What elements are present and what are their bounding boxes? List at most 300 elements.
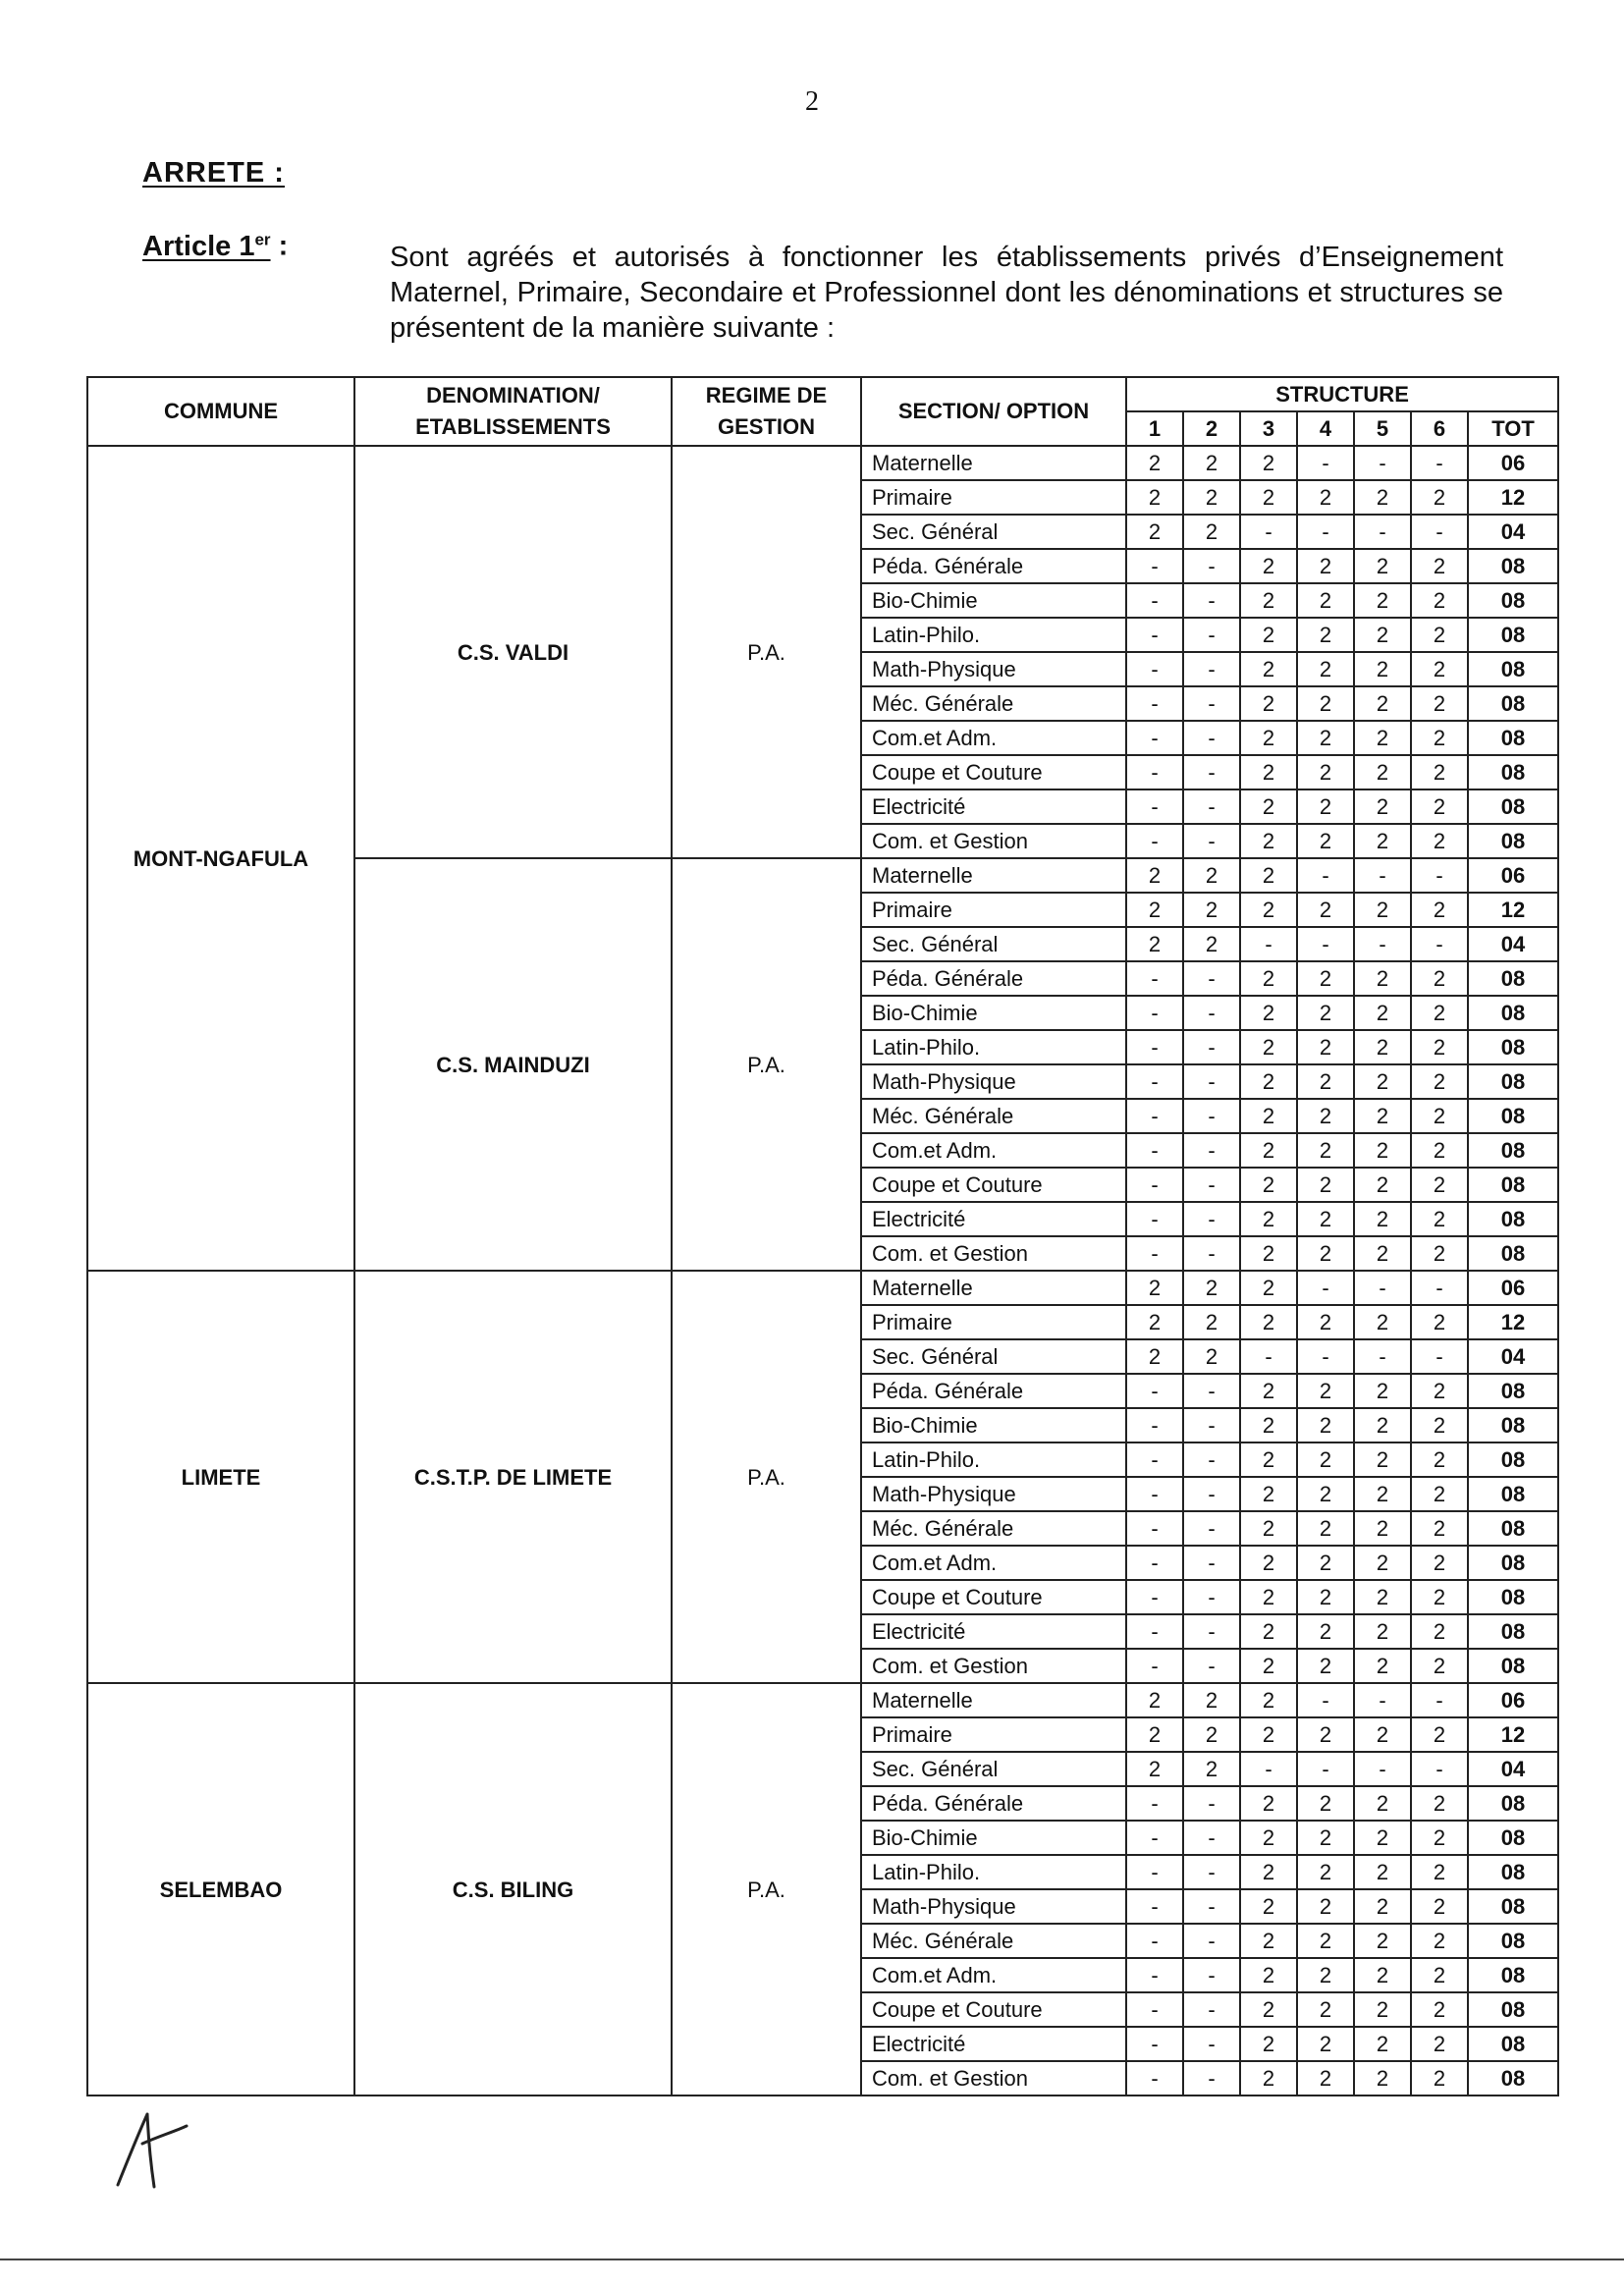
level-5-cell: - [1354, 858, 1411, 893]
level-4-cell: 2 [1297, 824, 1354, 858]
level-5-cell: 2 [1354, 1958, 1411, 1992]
level-5-cell: 2 [1354, 824, 1411, 858]
level-3-cell: 2 [1240, 1271, 1297, 1305]
level-1-cell: - [1126, 996, 1183, 1030]
level-2-cell: 2 [1183, 446, 1240, 480]
level-5-cell: 2 [1354, 583, 1411, 618]
level-6-cell: 2 [1411, 1030, 1468, 1064]
level-1-cell: - [1126, 1855, 1183, 1889]
section-cell: Math-Physique [861, 1889, 1126, 1924]
level-5-cell: 2 [1354, 755, 1411, 789]
level-2-cell: 2 [1183, 480, 1240, 515]
header-denomination: DENOMINATION/ ETABLISSEMENTS [354, 377, 672, 446]
level-2-cell: - [1183, 1442, 1240, 1477]
level-4-cell: 2 [1297, 686, 1354, 721]
level-4-cell: 2 [1297, 1408, 1354, 1442]
level-4-cell: 2 [1297, 583, 1354, 618]
section-cell: Latin-Philo. [861, 1030, 1126, 1064]
section-cell: Com.et Adm. [861, 721, 1126, 755]
level-5-cell: - [1354, 927, 1411, 961]
level-4-cell: - [1297, 1752, 1354, 1786]
level-3-cell: - [1240, 1752, 1297, 1786]
regime-cell: P.A. [672, 446, 861, 858]
section-cell: Maternelle [861, 1683, 1126, 1717]
level-1-cell: - [1126, 549, 1183, 583]
level-5-cell: 2 [1354, 652, 1411, 686]
level-2-cell: 2 [1183, 1271, 1240, 1305]
level-3-cell: 2 [1240, 549, 1297, 583]
level-5-cell: - [1354, 446, 1411, 480]
level-2-cell: - [1183, 1374, 1240, 1408]
level-6-cell: 2 [1411, 618, 1468, 652]
level-4-cell: 2 [1297, 1099, 1354, 1133]
level-6-cell: - [1411, 1339, 1468, 1374]
regime-cell: P.A. [672, 1683, 861, 2096]
section-cell: Com. et Gestion [861, 2061, 1126, 2096]
level-2-cell: - [1183, 1099, 1240, 1133]
level-1-cell: 2 [1126, 927, 1183, 961]
level-3-cell: 2 [1240, 1958, 1297, 1992]
level-2-cell: - [1183, 1030, 1240, 1064]
level-3-cell: 2 [1240, 721, 1297, 755]
level-4-cell: 2 [1297, 1546, 1354, 1580]
tot-cell: 08 [1468, 1099, 1558, 1133]
table-header [87, 377, 1558, 446]
tot-cell: 08 [1468, 1168, 1558, 1202]
level-2-cell: - [1183, 1855, 1240, 1889]
level-5-cell: 2 [1354, 893, 1411, 927]
level-4-cell: 2 [1297, 1305, 1354, 1339]
level-6-cell: 2 [1411, 1511, 1468, 1546]
section-cell: Primaire [861, 1717, 1126, 1752]
level-1-cell: - [1126, 1786, 1183, 1821]
section-cell: Math-Physique [861, 652, 1126, 686]
table-row [87, 1683, 1558, 1717]
table-row [87, 446, 1558, 480]
level-2-cell: - [1183, 1992, 1240, 2027]
level-2-cell: - [1183, 652, 1240, 686]
level-2-cell: - [1183, 1821, 1240, 1855]
level-3-cell: 2 [1240, 1374, 1297, 1408]
level-1-cell: 2 [1126, 1271, 1183, 1305]
level-2-cell: - [1183, 686, 1240, 721]
level-1-cell: 2 [1126, 858, 1183, 893]
section-cell: Péda. Générale [861, 1374, 1126, 1408]
regime-cell: P.A. [672, 1271, 861, 1683]
level-5-cell: 2 [1354, 1374, 1411, 1408]
level-2-cell: - [1183, 1477, 1240, 1511]
level-3-cell: 2 [1240, 1099, 1297, 1133]
article-label-colon: : [270, 230, 289, 262]
level-5-cell: 2 [1354, 549, 1411, 583]
level-5-cell: 2 [1354, 1099, 1411, 1133]
section-cell: Electricité [861, 789, 1126, 824]
level-6-cell: 2 [1411, 1855, 1468, 1889]
level-6-cell: - [1411, 1752, 1468, 1786]
section-cell: Com. et Gestion [861, 1236, 1126, 1271]
tot-cell: 08 [1468, 1958, 1558, 1992]
tot-cell: 04 [1468, 515, 1558, 549]
level-2-cell: - [1183, 1408, 1240, 1442]
level-4-cell: 2 [1297, 1202, 1354, 1236]
level-2-cell: 2 [1183, 927, 1240, 961]
section-cell: Péda. Générale [861, 961, 1126, 996]
level-3-cell: 2 [1240, 1030, 1297, 1064]
level-6-cell: - [1411, 1271, 1468, 1305]
level-1-cell: - [1126, 2061, 1183, 2096]
level-2-cell: - [1183, 1236, 1240, 1271]
level-2-cell: - [1183, 1168, 1240, 1202]
level-3-cell: 2 [1240, 961, 1297, 996]
tot-cell: 08 [1468, 1064, 1558, 1099]
level-3-cell: 2 [1240, 1614, 1297, 1649]
level-6-cell: 2 [1411, 755, 1468, 789]
section-cell: Bio-Chimie [861, 1408, 1126, 1442]
level-5-cell: 2 [1354, 2061, 1411, 2096]
level-1-cell: - [1126, 1546, 1183, 1580]
section-cell: Electricité [861, 1614, 1126, 1649]
level-3-cell: 2 [1240, 1133, 1297, 1168]
level-2-cell: - [1183, 789, 1240, 824]
level-3-cell: - [1240, 515, 1297, 549]
tot-cell: 08 [1468, 1821, 1558, 1855]
level-3-cell: 2 [1240, 1546, 1297, 1580]
tot-cell: 08 [1468, 1511, 1558, 1546]
level-2-cell: - [1183, 961, 1240, 996]
level-4-cell: 2 [1297, 1614, 1354, 1649]
section-cell: Com. et Gestion [861, 824, 1126, 858]
level-4-cell: 2 [1297, 961, 1354, 996]
level-5-cell: - [1354, 1683, 1411, 1717]
header-row-1 [87, 377, 1558, 411]
header-section: SECTION/ OPTION [861, 377, 1126, 446]
level-4-cell: 2 [1297, 1477, 1354, 1511]
level-4-cell: 2 [1297, 1064, 1354, 1099]
article-text: Sont agréés et autorisés à fonctionner les établissements privés d’Enseignement Maternel, Primaire, Secondaire et Professionnel dont les dénominations et structures se présentent de la manière suivante : [390, 242, 1503, 344]
level-6-cell: 2 [1411, 893, 1468, 927]
level-2-cell: - [1183, 996, 1240, 1030]
tot-cell: 08 [1468, 1786, 1558, 1821]
level-3-cell: 2 [1240, 2027, 1297, 2061]
level-1-cell: - [1126, 1133, 1183, 1168]
tot-cell: 08 [1468, 721, 1558, 755]
tot-cell: 08 [1468, 824, 1558, 858]
level-4-cell: - [1297, 515, 1354, 549]
tot-cell: 08 [1468, 1649, 1558, 1683]
level-3-cell: 2 [1240, 1202, 1297, 1236]
level-3-cell: 2 [1240, 583, 1297, 618]
level-1-cell: 2 [1126, 1752, 1183, 1786]
level-6-cell: 2 [1411, 1821, 1468, 1855]
level-2-cell: - [1183, 1958, 1240, 1992]
section-cell: Sec. Général [861, 1752, 1126, 1786]
level-1-cell: - [1126, 1958, 1183, 1992]
level-1-cell: - [1126, 1202, 1183, 1236]
level-3-cell: 2 [1240, 1064, 1297, 1099]
section-cell: Com.et Adm. [861, 1546, 1126, 1580]
level-2-cell: - [1183, 583, 1240, 618]
tot-cell: 08 [1468, 1924, 1558, 1958]
section-cell: Maternelle [861, 858, 1126, 893]
section-cell: Coupe et Couture [861, 1992, 1126, 2027]
level-1-cell: - [1126, 1374, 1183, 1408]
level-1-cell: 2 [1126, 1683, 1183, 1717]
level-1-cell: - [1126, 789, 1183, 824]
tot-cell: 08 [1468, 1442, 1558, 1477]
level-1-cell: - [1126, 721, 1183, 755]
level-3-cell: 2 [1240, 1580, 1297, 1614]
arrete-heading: ARRETE : [142, 157, 285, 189]
level-5-cell: 2 [1354, 480, 1411, 515]
level-6-cell: - [1411, 515, 1468, 549]
level-5-cell: 2 [1354, 1408, 1411, 1442]
tot-cell: 06 [1468, 1271, 1558, 1305]
level-3-cell: 2 [1240, 1649, 1297, 1683]
header-level-4: 4 [1297, 411, 1354, 446]
level-1-cell: - [1126, 652, 1183, 686]
etablissement-cell: C.S. VALDI [354, 446, 672, 858]
level-1-cell: - [1126, 755, 1183, 789]
header-commune: COMMUNE [87, 377, 354, 446]
level-6-cell: 2 [1411, 1924, 1468, 1958]
level-5-cell: 2 [1354, 721, 1411, 755]
tot-cell: 08 [1468, 1477, 1558, 1511]
level-6-cell: 2 [1411, 1442, 1468, 1477]
level-3-cell: - [1240, 927, 1297, 961]
level-1-cell: 2 [1126, 1305, 1183, 1339]
section-cell: Bio-Chimie [861, 583, 1126, 618]
level-1-cell: 2 [1126, 1339, 1183, 1374]
level-3-cell: 2 [1240, 824, 1297, 858]
level-1-cell: - [1126, 618, 1183, 652]
level-3-cell: 2 [1240, 1408, 1297, 1442]
level-4-cell: 2 [1297, 789, 1354, 824]
level-1-cell: - [1126, 1477, 1183, 1511]
level-3-cell: 2 [1240, 618, 1297, 652]
level-6-cell: 2 [1411, 1786, 1468, 1821]
section-cell: Primaire [861, 480, 1126, 515]
level-2-cell: - [1183, 1580, 1240, 1614]
level-5-cell: 2 [1354, 961, 1411, 996]
section-cell: Méc. Générale [861, 1924, 1126, 1958]
level-6-cell: 2 [1411, 1168, 1468, 1202]
level-4-cell: 2 [1297, 1511, 1354, 1546]
level-3-cell: 2 [1240, 1821, 1297, 1855]
etablissement-cell: C.S.T.P. DE LIMETE [354, 1271, 672, 1683]
level-1-cell: 2 [1126, 480, 1183, 515]
level-6-cell: 2 [1411, 1477, 1468, 1511]
level-3-cell: 2 [1240, 858, 1297, 893]
level-2-cell: - [1183, 2061, 1240, 2096]
level-5-cell: 2 [1354, 1202, 1411, 1236]
level-2-cell: - [1183, 824, 1240, 858]
level-5-cell: 2 [1354, 618, 1411, 652]
header-level-2: 2 [1183, 411, 1240, 446]
tot-cell: 08 [1468, 1992, 1558, 2027]
level-4-cell: 2 [1297, 1889, 1354, 1924]
level-3-cell: 2 [1240, 1442, 1297, 1477]
level-2-cell: 2 [1183, 893, 1240, 927]
level-5-cell: 2 [1354, 1133, 1411, 1168]
level-4-cell: 2 [1297, 1924, 1354, 1958]
level-1-cell: - [1126, 1168, 1183, 1202]
level-6-cell: 2 [1411, 1546, 1468, 1580]
level-5-cell: 2 [1354, 1236, 1411, 1271]
level-6-cell: 2 [1411, 480, 1468, 515]
level-1-cell: - [1126, 1649, 1183, 1683]
tot-cell: 08 [1468, 789, 1558, 824]
level-3-cell: 2 [1240, 1786, 1297, 1821]
tot-cell: 08 [1468, 618, 1558, 652]
level-5-cell: 2 [1354, 1580, 1411, 1614]
header-level-1: 1 [1126, 411, 1183, 446]
level-3-cell: 2 [1240, 2061, 1297, 2096]
bottom-rule [0, 2259, 1624, 2260]
level-6-cell: 2 [1411, 1580, 1468, 1614]
level-5-cell: 2 [1354, 686, 1411, 721]
level-1-cell: 2 [1126, 446, 1183, 480]
level-3-cell: 2 [1240, 1855, 1297, 1889]
level-3-cell: - [1240, 1339, 1297, 1374]
level-1-cell: - [1126, 1924, 1183, 1958]
level-5-cell: 2 [1354, 1855, 1411, 1889]
etablissement-cell: C.S. MAINDUZI [354, 858, 672, 1271]
tot-cell: 08 [1468, 583, 1558, 618]
level-4-cell: - [1297, 446, 1354, 480]
level-5-cell: 2 [1354, 1614, 1411, 1649]
level-2-cell: - [1183, 549, 1240, 583]
level-1-cell: 2 [1126, 515, 1183, 549]
tot-cell: 12 [1468, 1717, 1558, 1752]
section-cell: Math-Physique [861, 1477, 1126, 1511]
level-4-cell: - [1297, 1683, 1354, 1717]
level-3-cell: 2 [1240, 1477, 1297, 1511]
level-5-cell: 2 [1354, 1064, 1411, 1099]
level-6-cell: 2 [1411, 2061, 1468, 2096]
table-row [87, 1271, 1558, 1305]
level-6-cell: 2 [1411, 1614, 1468, 1649]
tot-cell: 12 [1468, 480, 1558, 515]
level-5-cell: 2 [1354, 1717, 1411, 1752]
level-4-cell: 2 [1297, 1168, 1354, 1202]
tot-cell: 08 [1468, 1546, 1558, 1580]
level-3-cell: 2 [1240, 789, 1297, 824]
tot-cell: 04 [1468, 1339, 1558, 1374]
level-1-cell: - [1126, 1580, 1183, 1614]
tot-cell: 08 [1468, 1374, 1558, 1408]
tot-cell: 08 [1468, 652, 1558, 686]
tot-cell: 08 [1468, 1580, 1558, 1614]
level-6-cell: 2 [1411, 824, 1468, 858]
section-cell: Sec. Général [861, 1339, 1126, 1374]
commune-cell: LIMETE [87, 1271, 354, 1683]
tot-cell: 12 [1468, 893, 1558, 927]
level-4-cell: 2 [1297, 1580, 1354, 1614]
level-6-cell: - [1411, 858, 1468, 893]
level-6-cell: 2 [1411, 652, 1468, 686]
tot-cell: 08 [1468, 961, 1558, 996]
level-6-cell: 2 [1411, 583, 1468, 618]
level-5-cell: 2 [1354, 1030, 1411, 1064]
tot-cell: 04 [1468, 927, 1558, 961]
level-2-cell: - [1183, 2027, 1240, 2061]
section-cell: Méc. Générale [861, 1099, 1126, 1133]
level-2-cell: - [1183, 1649, 1240, 1683]
level-6-cell: 2 [1411, 721, 1468, 755]
section-cell: Electricité [861, 1202, 1126, 1236]
level-6-cell: 2 [1411, 961, 1468, 996]
level-2-cell: - [1183, 1133, 1240, 1168]
section-cell: Latin-Philo. [861, 618, 1126, 652]
tot-cell: 08 [1468, 1202, 1558, 1236]
header-level-3: 3 [1240, 411, 1297, 446]
level-5-cell: 2 [1354, 1821, 1411, 1855]
section-cell: Méc. Générale [861, 686, 1126, 721]
tot-cell: 08 [1468, 2061, 1558, 2096]
section-cell: Primaire [861, 893, 1126, 927]
level-3-cell: 2 [1240, 755, 1297, 789]
level-4-cell: 2 [1297, 893, 1354, 927]
level-1-cell: - [1126, 686, 1183, 721]
section-cell: Sec. Général [861, 927, 1126, 961]
level-5-cell: 2 [1354, 1546, 1411, 1580]
tot-cell: 08 [1468, 1889, 1558, 1924]
level-3-cell: 2 [1240, 1511, 1297, 1546]
level-5-cell: 2 [1354, 1442, 1411, 1477]
level-2-cell: - [1183, 1546, 1240, 1580]
level-2-cell: - [1183, 1614, 1240, 1649]
level-6-cell: 2 [1411, 996, 1468, 1030]
level-6-cell: 2 [1411, 1236, 1468, 1271]
level-4-cell: 2 [1297, 1236, 1354, 1271]
commune-cell: MONT-NGAFULA [87, 446, 354, 1271]
level-3-cell: 2 [1240, 1236, 1297, 1271]
level-4-cell: 2 [1297, 1992, 1354, 2027]
level-1-cell: - [1126, 1408, 1183, 1442]
level-5-cell: - [1354, 1271, 1411, 1305]
level-5-cell: 2 [1354, 1305, 1411, 1339]
level-6-cell: 2 [1411, 1305, 1468, 1339]
etablissement-cell: C.S. BILING [354, 1683, 672, 2096]
level-1-cell: - [1126, 824, 1183, 858]
level-5-cell: 2 [1354, 996, 1411, 1030]
level-6-cell: 2 [1411, 686, 1468, 721]
section-cell: Coupe et Couture [861, 1168, 1126, 1202]
tot-cell: 08 [1468, 755, 1558, 789]
level-4-cell: 2 [1297, 1855, 1354, 1889]
level-6-cell: 2 [1411, 1958, 1468, 1992]
article-label-sup: er [254, 230, 271, 248]
level-1-cell: - [1126, 1236, 1183, 1271]
level-4-cell: - [1297, 1271, 1354, 1305]
section-cell: Latin-Philo. [861, 1442, 1126, 1477]
section-cell: Coupe et Couture [861, 1580, 1126, 1614]
level-3-cell: 2 [1240, 480, 1297, 515]
level-6-cell: 2 [1411, 1064, 1468, 1099]
section-cell: Electricité [861, 2027, 1126, 2061]
level-3-cell: 2 [1240, 1992, 1297, 2027]
level-1-cell: 2 [1126, 1717, 1183, 1752]
level-4-cell: 2 [1297, 1374, 1354, 1408]
level-4-cell: 2 [1297, 1030, 1354, 1064]
page-number: 2 [805, 86, 819, 117]
level-1-cell: - [1126, 1511, 1183, 1546]
level-5-cell: - [1354, 1752, 1411, 1786]
level-6-cell: 2 [1411, 1408, 1468, 1442]
level-2-cell: - [1183, 721, 1240, 755]
level-1-cell: - [1126, 961, 1183, 996]
level-4-cell: 2 [1297, 618, 1354, 652]
